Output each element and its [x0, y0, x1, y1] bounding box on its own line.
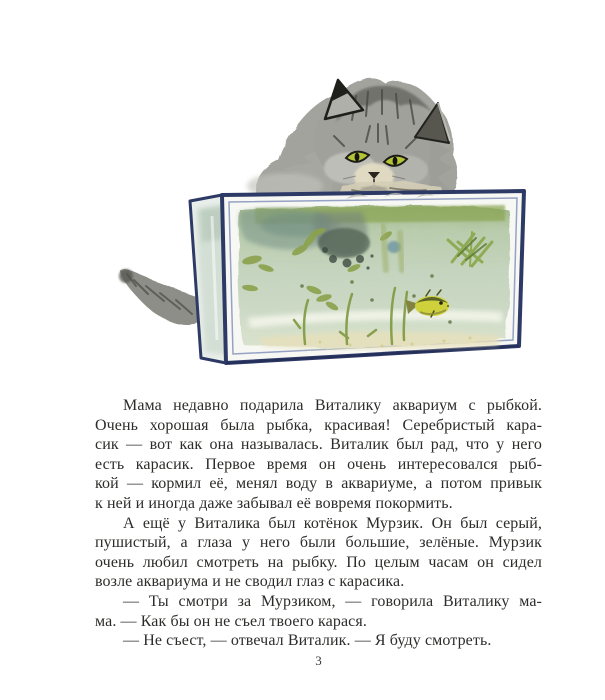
text-line: ма. — Как бы он не съел твоего карася. [95, 612, 367, 630]
story-text [95, 396, 542, 651]
text-line: кой — кормил её, менял воду в аквариуме, а потом привык [95, 475, 542, 493]
cat-tail-shape [119, 269, 199, 326]
page-number: 3 [315, 653, 322, 668]
text-line: А ещё у Виталика был котёнок Мурзик. Он был серый, [123, 514, 542, 532]
text-line: есть карасик. Первое время он очень интересовался рыб- [95, 455, 542, 473]
text-line: очень любил смотреть на рыбку. По целым часам он сидел [95, 553, 542, 571]
aquarium [190, 191, 524, 363]
text-line: Мама недавно подарила Виталику аквариум с рыбкой. [123, 397, 542, 414]
text-line: — Не съест, — отвечал Виталик. — Я буду смотреть. [123, 632, 492, 650]
text-line: к ней и иногда даже забывал её вовремя покормить. [95, 494, 453, 512]
text-line: сик — вот как она называлась. Виталик был рад, что у него [95, 436, 542, 454]
aquarium-water [238, 205, 510, 349]
text-line: Очень хорошая была рыбка, красивая! Серебристый кара- [95, 416, 542, 434]
text-line: — Ты смотри за Мурзиком, — говорила Виталику ма- [123, 592, 542, 610]
text-line: пушистый, а глаза у него были большие, зелёные. Мурзик [95, 534, 542, 552]
text-line: возле аквариума и не сводил глаз с карасика. [95, 573, 405, 591]
